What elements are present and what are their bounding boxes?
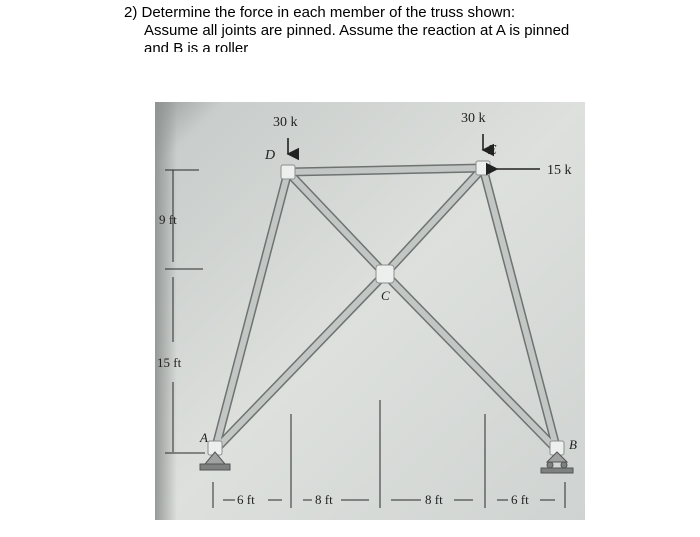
truss-svg: [155, 102, 585, 520]
span-1-label: 6 ft: [237, 492, 255, 507]
joint-d-label: D: [265, 148, 276, 163]
problem-line-3: and B is a roller: [144, 40, 249, 52]
height-lower-label: 15 ft: [157, 355, 182, 370]
span-3-label: 8 ft: [425, 492, 443, 507]
truss-figure: [155, 102, 585, 520]
problem-line-1: 2) Determine the force in each member of the truss shown:: [124, 4, 516, 21]
joint-d-plate: [281, 165, 295, 179]
problem-line-2: Assume all joints are pinned. Assume the reaction at A is pinned: [144, 22, 570, 39]
joint-e-label: E: [488, 143, 497, 158]
span-4-label: 6 ft: [511, 492, 529, 507]
joint-e-plate: [476, 161, 490, 175]
load-d-label: 30 k: [273, 115, 298, 130]
joint-c-label: C: [381, 288, 390, 303]
height-upper-label: 9 ft: [159, 212, 177, 227]
problem-statement: [124, 4, 684, 52]
joint-b-label: B: [569, 437, 577, 452]
binding-shadow: [155, 102, 177, 520]
load-e-label: 30 k: [461, 111, 486, 126]
span-2-label: 8 ft: [315, 492, 333, 507]
joint-a-label: A: [200, 430, 208, 445]
joint-c-plate: [376, 265, 394, 283]
load-horizontal-label: 15 k: [547, 163, 572, 178]
